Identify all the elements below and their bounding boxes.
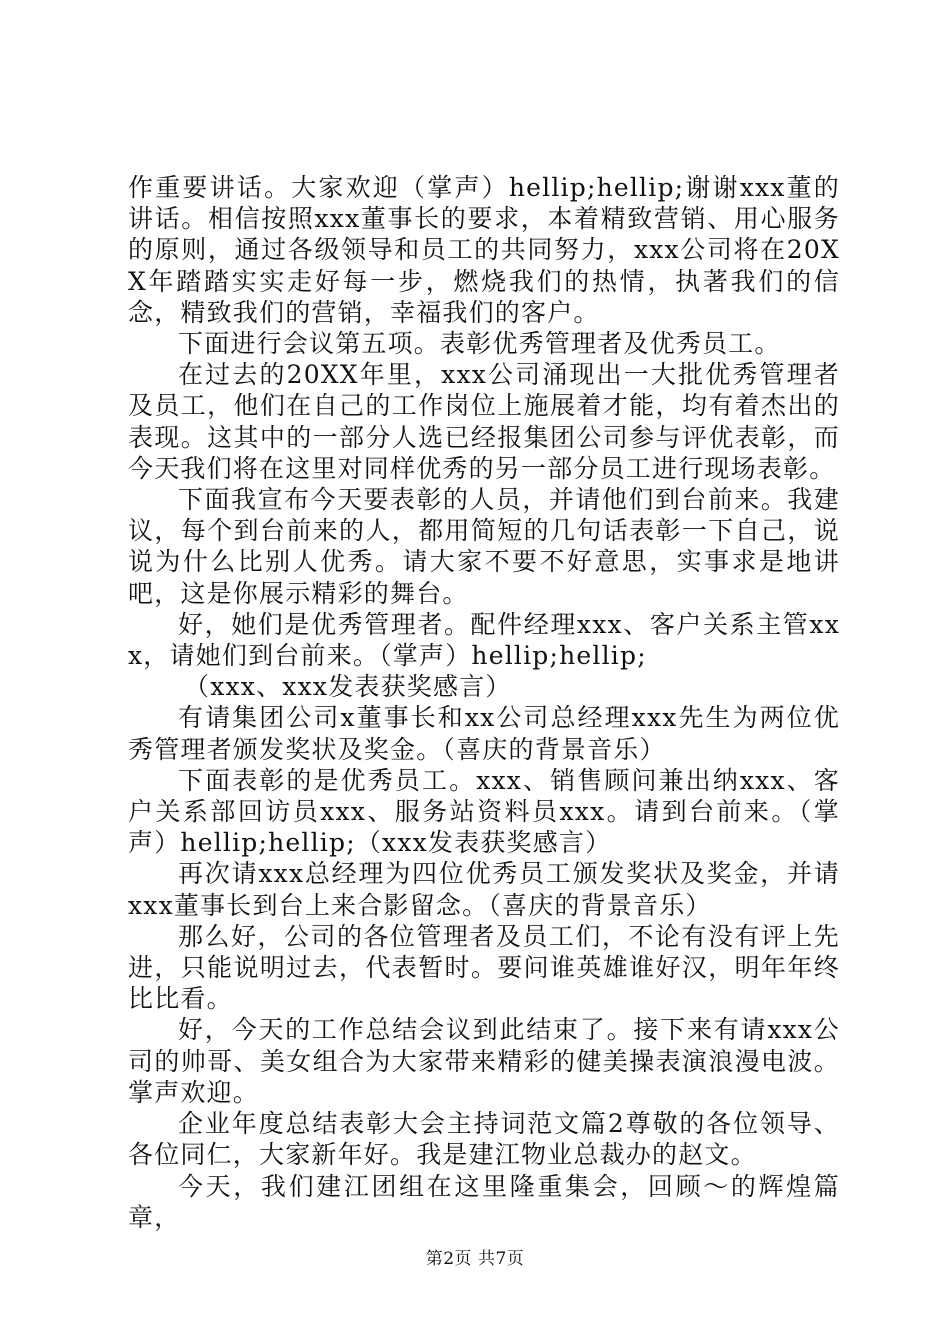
paragraph-8: 下面表彰的是优秀员工。xxx、销售顾问兼出纳xxx、客户关系部回访员xxx、服务站资料员xxx。请到台前来。（掌声）hellip;hellip;（xxx发表获奖感言）: [128, 765, 840, 858]
paragraph-10: 那么好，公司的各位管理者及员工们，不论有没有评上先进，只能说明过去，代表暂时。要问谁英雄谁好汉，明年年终比比看。: [128, 921, 840, 1014]
page-footer: [0, 1244, 950, 1269]
paragraph-5: 好，她们是优秀管理者。配件经理xxx、客户关系主管xxx，请她们到台前来。（掌声）hellip;hellip;: [128, 609, 840, 671]
paragraph-9: 再次请xxx总经理为四位优秀员工颁发奖状及奖金，并请xxx董事长到台上来合影留念。（喜庆的背景音乐）: [128, 859, 840, 920]
paragraph-7: 有请集团公司x董事长和xx公司总经理xxx先生为两位优秀管理者颁发奖状及奖金。（喜庆的背景音乐）: [128, 703, 840, 764]
document-body: [128, 172, 840, 1233]
paragraph-12: 企业年度总结表彰大会主持词范文篇2尊敬的各位领导、各位同仁，大家新年好。我是建江物业总裁办的赵文。: [128, 1109, 840, 1170]
paragraph-13: 今天，我们建江团组在这里隆重集会，回顾～的辉煌篇章，: [128, 1171, 840, 1232]
paragraph-1: 作重要讲话。大家欢迎（掌声）hellip;hellip;谢谢xxx董的讲话。相信按照xxx董事长的要求，本着精致营销、用心服务的原则，通过各级领导和员工的共同努力，xxx公司将在20XX年踏踏实实走好每一步，燃烧我们的热情，执著我们的信念，精致我们的营销，幸福我们的客户。: [128, 173, 840, 327]
paragraph-11: 好，今天的工作总结会议到此结束了。接下来有请xxx公司的帅哥、美女组合为大家带来精彩的健美操表演浪漫电波。掌声欢迎。: [128, 1015, 840, 1107]
paragraph-6: （xxx、xxx发表获奖感言）: [184, 672, 512, 702]
paragraph-4: 下面我宣布今天要表彰的人员，并请他们到台前来。我建议，每个到台前来的人，都用简短的几句话表彰一下自己，说说为什么比别人优秀。请大家不要不好意思，实事求是地讲吧，这是你展示精彩的舞台。: [128, 485, 840, 608]
page-number-label: 第2页 共7页: [425, 1249, 525, 1269]
paragraph-2: 下面进行会议第五项。表彰优秀管理者及优秀员工。: [178, 329, 781, 359]
paragraph-3: 在过去的20XX年里，xxx公司涌现出一大批优秀管理者及员工，他们在自己的工作岗位上施展着才能，均有着杰出的表现。这其中的一部分人选已经报集团公司参与评优表彰，而今天我们将在这里对同样优秀的另一部分员工进行现场表彰。: [128, 360, 840, 483]
